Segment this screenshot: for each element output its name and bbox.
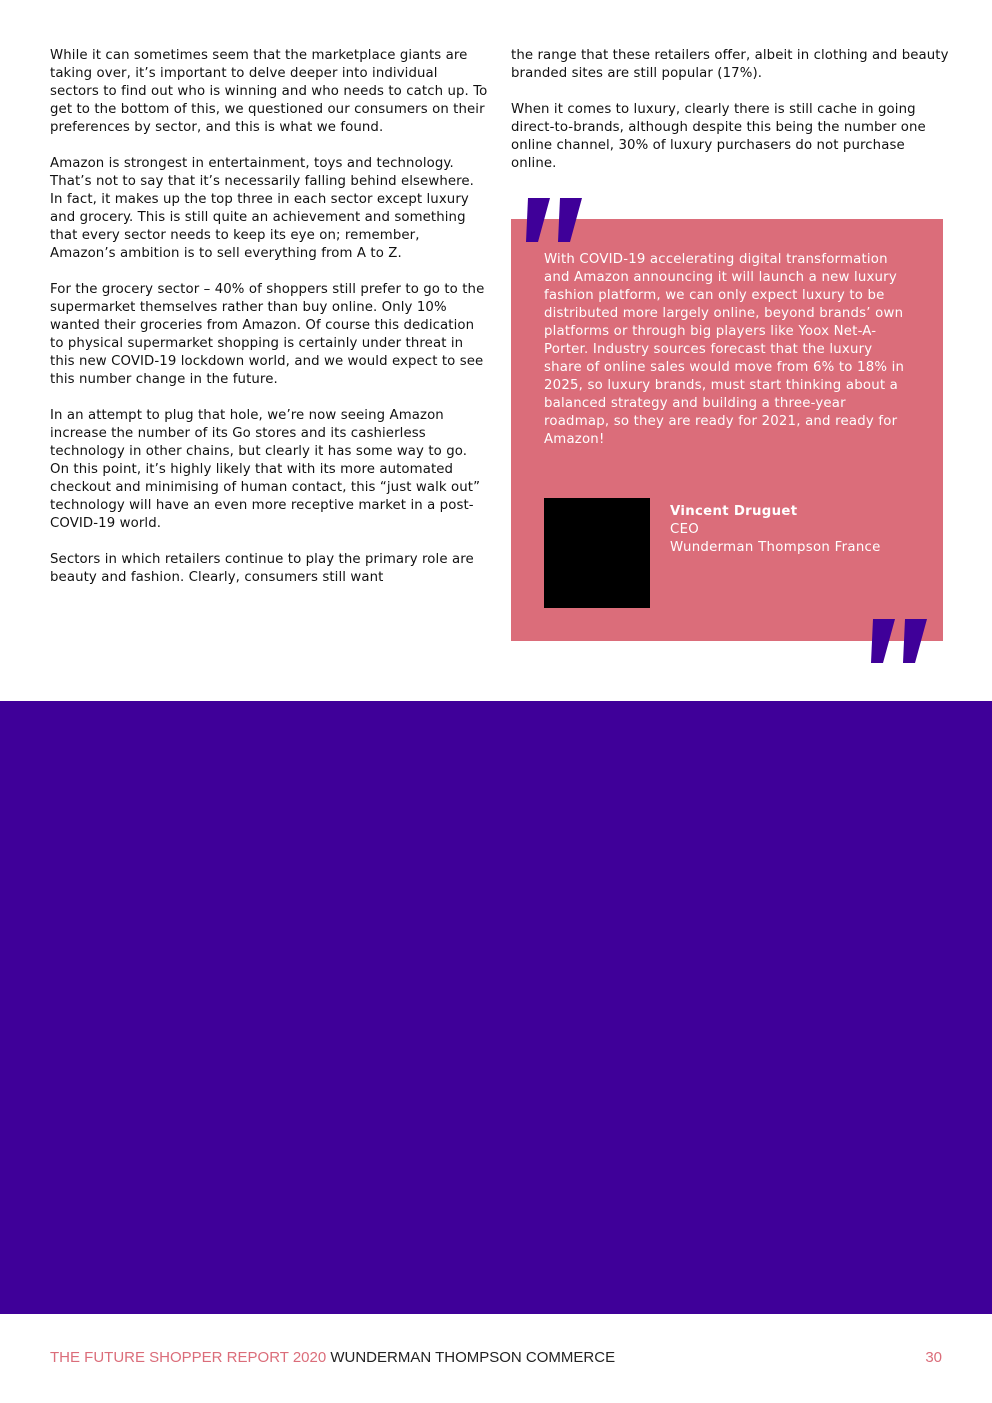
body-paragraph: In an attempt to plug that hole, we’re now seeing Amazon increase the number of its Go stores and its cashierless technology in other chains, but clearly it has some way to go. On this point, it’s highly likely that with its more automated checkout and minimising of human contact, this “just walk out” technology will have an even more receptive market in a post-COVID-19 world. bbox=[50, 408, 481, 531]
body-paragraph: While it can sometimes seem that the marketplace giants are taking over, it’s important to delve deeper into individual sectors to find out who is winning and who needs to catch up. To get to the bottom of this, we questioned our consumers on their preferences by sector, and this is what we found. bbox=[50, 48, 488, 135]
body-paragraph: When it comes to luxury, clearly there is still cache in going direct-to-brands, although despite this being the number one online channel, 30% of luxury purchasers do not purchase online. bbox=[511, 102, 926, 171]
report-title: THE FUTURE SHOPPER REPORT 2020 bbox=[50, 1349, 327, 1366]
body-paragraph: Amazon is strongest in entertainment, toys and technology. That’s not to say that it’s necessarily falling behind elsewhere. In fact, it makes up the top three in each sector except luxury and grocery. This is still quite an achievement and something that every sector needs to keep its eye on; remember, Amazon’s ambition is to sell everything from A to Z. bbox=[50, 156, 475, 261]
quote-attribution bbox=[670, 503, 881, 557]
purple-panel bbox=[0, 701, 992, 1314]
page-number: 30 bbox=[925, 1349, 942, 1366]
right-column bbox=[511, 47, 951, 191]
body-paragraph: For the grocery sector – 40% of shoppers still prefer to go to the supermarket themselves rather than buy online. Only 10% wanted their groceries from Amazon. Of course this dedication to physical supermarket shopping is certainly under threat in this new COVID-19 lockdown world, and we would expect to see this number change in the future. bbox=[50, 282, 485, 387]
author-photo bbox=[544, 498, 650, 608]
company-name: WUNDERMAN THOMPSON COMMERCE bbox=[330, 1349, 616, 1366]
author-name: Vincent Druguet bbox=[670, 504, 798, 519]
pull-quote-box bbox=[511, 219, 943, 641]
body-paragraph: the range that these retailers offer, albeit in clothing and beauty branded sites are still popular (17%). bbox=[511, 48, 949, 81]
page-footer bbox=[50, 1349, 942, 1367]
close-quote-icon bbox=[869, 617, 931, 665]
body-paragraph: Sectors in which retailers continue to play the primary role are beauty and fashion. Clearly, consumers still want bbox=[50, 552, 474, 585]
open-quote-icon bbox=[524, 196, 586, 244]
author-company: Wunderman Thompson France bbox=[670, 540, 881, 555]
quote-text: With COVID-19 accelerating digital transformation and Amazon announcing it will launch a new luxury fashion platform, we can only expect luxury to be distributed more largely online, beyond brands’ own platforms or through big players like Yoox Net-A-Porter. Industry sources forecast that the luxury share of online sales would move from 6% to 18% in 2025, so luxury brands, must start thinking about a balanced strategy and building a three-year roadmap, so they are ready for 2021, and ready for Amazon! bbox=[544, 252, 905, 447]
author-role: CEO bbox=[670, 522, 700, 537]
left-column bbox=[50, 47, 488, 605]
